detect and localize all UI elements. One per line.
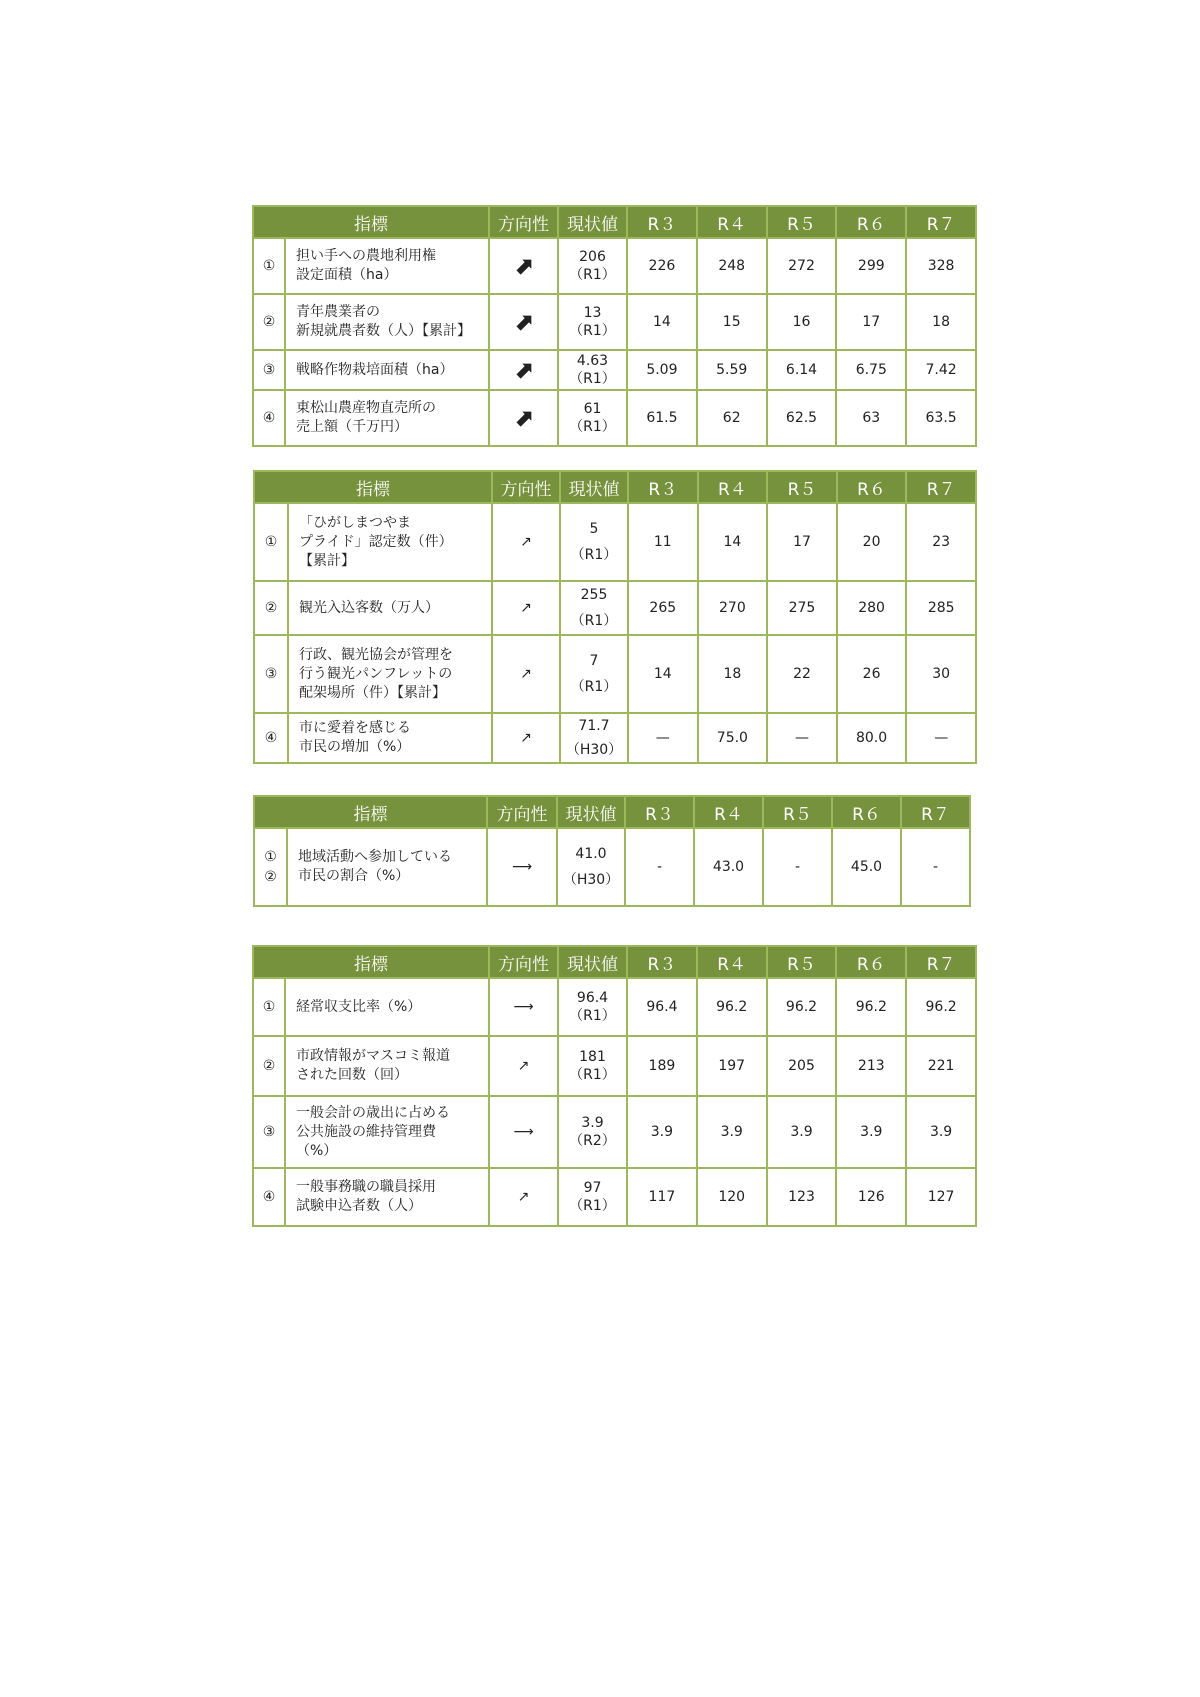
north-east-arrow-icon: ↗ xyxy=(520,666,532,682)
current-value: 7 xyxy=(589,653,599,669)
header-indicator: 指標 xyxy=(253,946,489,978)
value-r4: 248 xyxy=(697,238,767,294)
base-year: （R1） xyxy=(569,371,616,387)
value-r4: 18 xyxy=(698,635,768,713)
current-value: 41.0 xyxy=(575,846,607,862)
header-year-r7: R７ xyxy=(906,471,976,503)
header-year-r6: R６ xyxy=(832,796,901,828)
north-east-arrow-icon: ↗ xyxy=(517,1189,530,1205)
base-year: （R1） xyxy=(569,1198,616,1214)
header-direction: 方向性 xyxy=(489,206,558,238)
value-r6: 80.0 xyxy=(837,713,907,763)
north-east-arrow-icon: ↗ xyxy=(520,534,532,550)
current-value: 61 xyxy=(583,401,602,417)
table-row xyxy=(254,713,976,763)
north-east-arrow-icon: ↗ xyxy=(520,600,532,616)
current-value: 255 xyxy=(580,587,608,603)
header-year-r7: R７ xyxy=(906,946,976,978)
north-east-arrow-icon: ⬈ xyxy=(513,308,534,336)
base-year: （R1） xyxy=(570,679,618,695)
header-indicator: 指標 xyxy=(254,796,487,828)
value-r4: 96.2 xyxy=(697,978,767,1036)
value-r6: 3.9 xyxy=(836,1096,906,1168)
header-year-r5: R５ xyxy=(767,471,837,503)
indicator-name: 一般事務職の職員採用 試験申込者数（人） xyxy=(285,1168,489,1226)
value-r7: 63.5 xyxy=(906,390,976,446)
value-r4: 14 xyxy=(698,503,768,581)
value-r3: 61.5 xyxy=(627,390,697,446)
indicator-name: 行政、観光協会が管理を 行う観光パンフレットの 配架場所（件）【累計】 xyxy=(288,635,492,713)
indicator-name: 市に愛着を感じる 市民の増加（%） xyxy=(288,713,492,763)
north-east-arrow-icon: ↗ xyxy=(520,730,532,746)
value-r5: 272 xyxy=(767,238,837,294)
current-value: 206 xyxy=(579,249,606,265)
header-direction: 方向性 xyxy=(489,946,558,978)
header-indicator: 指標 xyxy=(254,471,492,503)
value-r7: 328 xyxy=(906,238,976,294)
value-r6: 299 xyxy=(836,238,906,294)
value-r5: 22 xyxy=(767,635,837,713)
row-number: ① xyxy=(253,238,285,294)
row-number: ④ xyxy=(253,1168,285,1226)
value-r5: 205 xyxy=(767,1036,837,1096)
value-r4: 75.0 xyxy=(698,713,768,763)
header-year-r5: R５ xyxy=(763,796,832,828)
right-arrow-icon: ⟶ xyxy=(513,1124,534,1140)
indicator-name: 市政情報がマスコミ報道 された回数（回） xyxy=(285,1036,489,1096)
base-year: （R1） xyxy=(570,547,618,563)
value-r5: 96.2 xyxy=(767,978,837,1036)
current-value: 3.9 xyxy=(581,1115,604,1131)
table-header-row xyxy=(253,946,976,978)
value-r7: 7.42 xyxy=(906,350,976,390)
row-number: ④ xyxy=(254,713,288,763)
header-year-r3: R３ xyxy=(627,946,697,978)
current-value: 5 xyxy=(589,521,599,537)
north-east-arrow-icon: ↗ xyxy=(517,1058,530,1074)
header-year-r3: R３ xyxy=(625,796,694,828)
value-r7: 30 xyxy=(906,635,976,713)
indicator-name: 一般会計の歳出に占める 公共施設の維持管理費 （%） xyxy=(285,1096,489,1168)
base-year: （R1） xyxy=(570,613,618,629)
row-number: ③ xyxy=(254,635,288,713)
header-year-r3: R３ xyxy=(628,471,698,503)
current-value: 96.4 xyxy=(576,990,609,1006)
kpi-table-administration xyxy=(252,945,977,1227)
value-r3: 3.9 xyxy=(627,1096,697,1168)
value-r5: - xyxy=(763,828,832,906)
base-year: （R2） xyxy=(569,1133,616,1149)
value-r7: - xyxy=(901,828,970,906)
row-number: ① xyxy=(253,978,285,1036)
table-row xyxy=(254,503,976,581)
north-east-arrow-icon: ⬈ xyxy=(513,404,534,432)
value-r6: 17 xyxy=(836,294,906,350)
table-header-row xyxy=(253,206,976,238)
value-r7: 285 xyxy=(906,581,976,635)
current-value: 13 xyxy=(583,305,602,321)
row-number: ④ xyxy=(253,390,285,446)
header-year-r6: R６ xyxy=(836,206,906,238)
base-year: （R1） xyxy=(569,1067,616,1083)
value-r3: 11 xyxy=(628,503,698,581)
value-r3: 265 xyxy=(628,581,698,635)
header-year-r5: R５ xyxy=(767,206,837,238)
row-number: ① ② xyxy=(254,828,287,906)
indicator-name: 地域活動へ参加している 市民の割合（%） xyxy=(287,828,487,906)
header-year-r4: R４ xyxy=(694,796,763,828)
value-r5: — xyxy=(767,713,837,763)
indicator-name: 観光入込客数（万人） xyxy=(288,581,492,635)
base-year: （R1） xyxy=(569,419,616,435)
table-row xyxy=(253,1168,976,1226)
value-r6: 6.75 xyxy=(836,350,906,390)
table-row xyxy=(254,828,970,906)
value-r7: 23 xyxy=(906,503,976,581)
row-number: ① xyxy=(254,503,288,581)
value-r7: 96.2 xyxy=(906,978,976,1036)
current-value: 97 xyxy=(583,1180,602,1196)
value-r7: 18 xyxy=(906,294,976,350)
table-header-row xyxy=(254,471,976,503)
indicator-name: 担い手への農地利用権 設定面積（ha） xyxy=(285,238,489,294)
current-value: 181 xyxy=(579,1049,606,1065)
base-year: （H30） xyxy=(565,742,623,758)
row-number: ③ xyxy=(253,1096,285,1168)
value-r6: 96.2 xyxy=(836,978,906,1036)
value-r3: - xyxy=(625,828,694,906)
header-direction: 方向性 xyxy=(487,796,557,828)
value-r4: 270 xyxy=(698,581,768,635)
indicator-name: 経常収支比率（%） xyxy=(285,978,489,1036)
table-row xyxy=(253,350,976,390)
value-r4: 120 xyxy=(697,1168,767,1226)
value-r7: 3.9 xyxy=(906,1096,976,1168)
header-current: 現状値 xyxy=(558,206,627,238)
value-r4: 62 xyxy=(697,390,767,446)
header-current: 現状値 xyxy=(560,471,628,503)
right-arrow-icon: ⟶ xyxy=(511,859,533,875)
north-east-arrow-icon: ⬈ xyxy=(513,356,534,384)
kpi-table-agriculture xyxy=(252,205,977,447)
value-r3: 14 xyxy=(627,294,697,350)
table-row xyxy=(254,635,976,713)
base-year: （R1） xyxy=(569,1008,616,1024)
value-r7: — xyxy=(906,713,976,763)
indicator-name: 戦略作物栽培面積（ha） xyxy=(285,350,489,390)
value-r5: 123 xyxy=(767,1168,837,1226)
value-r4: 43.0 xyxy=(694,828,763,906)
right-arrow-icon: ⟶ xyxy=(513,999,534,1015)
kpi-table-tourism xyxy=(253,470,977,764)
row-number: ② xyxy=(253,1036,285,1096)
value-r7: 221 xyxy=(906,1036,976,1096)
row-number: ③ xyxy=(253,350,285,390)
value-r5: 62.5 xyxy=(767,390,837,446)
value-r3: 14 xyxy=(628,635,698,713)
header-current: 現状値 xyxy=(558,946,627,978)
header-year-r7: R７ xyxy=(901,796,970,828)
row-number: ② xyxy=(253,294,285,350)
value-r4: 197 xyxy=(697,1036,767,1096)
value-r3: 117 xyxy=(627,1168,697,1226)
indicator-name: 東松山農産物直売所の 売上額（千万円） xyxy=(285,390,489,446)
value-r6: 20 xyxy=(837,503,907,581)
value-r5: 3.9 xyxy=(767,1096,837,1168)
value-r3: 96.4 xyxy=(627,978,697,1036)
table-row xyxy=(254,581,976,635)
kpi-table-community xyxy=(253,795,971,907)
indicator-name: 「ひがしまつやま プライド」認定数（件） 【累計】 xyxy=(288,503,492,581)
header-year-r7: R７ xyxy=(906,206,976,238)
current-value: 4.63 xyxy=(576,353,609,369)
value-r3: — xyxy=(628,713,698,763)
north-east-arrow-icon: ⬈ xyxy=(513,252,534,280)
header-year-r4: R４ xyxy=(697,206,767,238)
table-header-row xyxy=(254,796,970,828)
header-direction: 方向性 xyxy=(492,471,560,503)
value-r6: 63 xyxy=(836,390,906,446)
base-year: （R1） xyxy=(569,323,616,339)
value-r5: 6.14 xyxy=(767,350,837,390)
table-row xyxy=(253,390,976,446)
table-row xyxy=(253,1036,976,1096)
header-year-r4: R４ xyxy=(697,946,767,978)
current-value: 71.7 xyxy=(578,718,610,734)
header-current: 現状値 xyxy=(557,796,625,828)
value-r3: 189 xyxy=(627,1036,697,1096)
value-r6: 126 xyxy=(836,1168,906,1226)
value-r4: 5.59 xyxy=(697,350,767,390)
table-row xyxy=(253,1096,976,1168)
value-r7: 127 xyxy=(906,1168,976,1226)
value-r5: 275 xyxy=(767,581,837,635)
value-r6: 45.0 xyxy=(832,828,901,906)
header-indicator: 指標 xyxy=(253,206,489,238)
value-r3: 226 xyxy=(627,238,697,294)
value-r3: 5.09 xyxy=(627,350,697,390)
value-r6: 280 xyxy=(837,581,907,635)
value-r4: 15 xyxy=(697,294,767,350)
header-year-r6: R６ xyxy=(836,946,906,978)
header-year-r4: R４ xyxy=(698,471,768,503)
value-r6: 26 xyxy=(837,635,907,713)
base-year: （H30） xyxy=(562,872,620,888)
table-row xyxy=(253,978,976,1036)
header-year-r5: R５ xyxy=(767,946,837,978)
header-year-r6: R６ xyxy=(837,471,907,503)
indicator-name: 青年農業者の 新規就農者数（人）【累計】 xyxy=(285,294,489,350)
value-r4: 3.9 xyxy=(697,1096,767,1168)
value-r6: 213 xyxy=(836,1036,906,1096)
table-row xyxy=(253,294,976,350)
value-r5: 16 xyxy=(767,294,837,350)
header-year-r3: R３ xyxy=(627,206,697,238)
value-r5: 17 xyxy=(767,503,837,581)
table-row xyxy=(253,238,976,294)
base-year: （R1） xyxy=(569,267,616,283)
row-number: ② xyxy=(254,581,288,635)
